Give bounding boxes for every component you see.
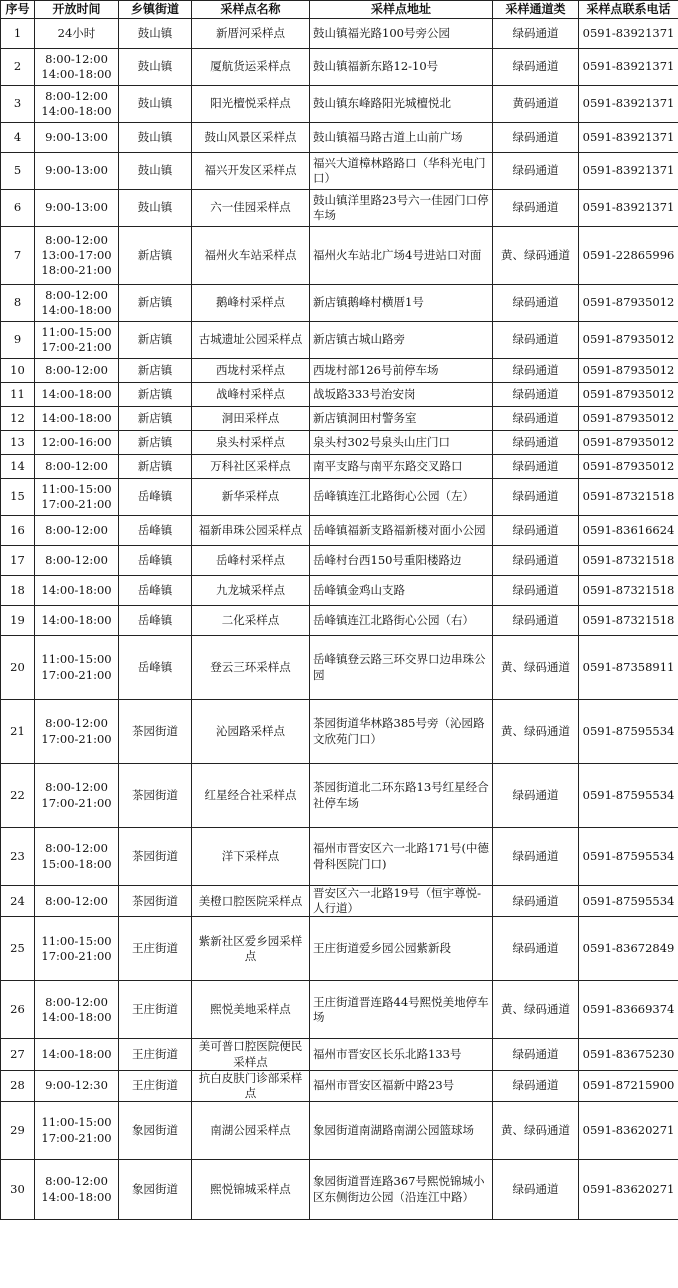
channel-type-cell: 绿码通道 (493, 383, 579, 407)
site-address-cell: 茶园街道北二环东路13号红星经合社停车场 (310, 764, 493, 828)
site-name-cell: 阳光檀悦采样点 (192, 86, 310, 123)
opening-time-cell: 11:00-15:00 17:00-21:00 (35, 322, 119, 359)
contact-phone-cell: 0591-87935012 (579, 431, 678, 455)
opening-time-cell: 24小时 (35, 19, 119, 49)
row-number-cell: 22 (1, 764, 35, 828)
table-row (1, 407, 678, 431)
site-name-cell: 万科社区采样点 (192, 455, 310, 479)
contact-phone-cell: 0591-87358911 (579, 636, 678, 700)
row-number-cell: 5 (1, 153, 35, 190)
header-channel: 采样通道类 (493, 1, 579, 19)
contact-phone-cell: 0591-83921371 (579, 19, 678, 49)
contact-phone-cell: 0591-87595534 (579, 764, 678, 828)
site-name-cell: 紫新社区爱乡园采样点 (192, 917, 310, 981)
row-number-cell: 11 (1, 383, 35, 407)
row-number-cell: 12 (1, 407, 35, 431)
table-row (1, 886, 678, 917)
site-name-cell: 鹅峰村采样点 (192, 285, 310, 322)
table-row (1, 190, 678, 227)
town-street-cell: 岳峰镇 (119, 606, 192, 636)
row-number-cell: 27 (1, 1039, 35, 1070)
channel-type-cell: 绿码通道 (493, 431, 579, 455)
contact-phone-cell: 0591-87321518 (579, 606, 678, 636)
site-address-cell: 新店镇洞田村警务室 (310, 407, 493, 431)
site-address-cell: 鼓山镇洋里路23号六一佳园门口停车场 (310, 190, 493, 227)
table-row (1, 828, 678, 886)
site-address-cell: 岳峰镇连江北路街心公园（左） (310, 479, 493, 516)
town-street-cell: 茶园街道 (119, 700, 192, 764)
row-number-cell: 6 (1, 190, 35, 227)
channel-type-cell: 绿码通道 (493, 19, 579, 49)
contact-phone-cell: 0591-87935012 (579, 383, 678, 407)
town-street-cell: 新店镇 (119, 322, 192, 359)
opening-time-cell: 11:00-15:00 17:00-21:00 (35, 1102, 119, 1160)
row-number-cell: 24 (1, 886, 35, 917)
town-street-cell: 新店镇 (119, 227, 192, 285)
town-street-cell: 新店镇 (119, 285, 192, 322)
opening-time-cell: 9:00-13:00 (35, 153, 119, 190)
opening-time-cell: 8:00-12:00 (35, 359, 119, 383)
site-name-cell: 福新串珠公园采样点 (192, 516, 310, 546)
site-name-cell: 洞田采样点 (192, 407, 310, 431)
contact-phone-cell: 0591-83620271 (579, 1102, 678, 1160)
site-name-cell: 古城遗址公园采样点 (192, 322, 310, 359)
table-row (1, 227, 678, 285)
channel-type-cell: 绿码通道 (493, 479, 579, 516)
channel-type-cell: 绿码通道 (493, 1039, 579, 1070)
contact-phone-cell: 0591-87215900 (579, 1070, 678, 1101)
channel-type-cell: 黄、绿码通道 (493, 1102, 579, 1160)
row-number-cell: 14 (1, 455, 35, 479)
contact-phone-cell: 0591-83921371 (579, 153, 678, 190)
opening-time-cell: 8:00-12:00 (35, 455, 119, 479)
row-number-cell: 2 (1, 49, 35, 86)
channel-type-cell: 绿码通道 (493, 49, 579, 86)
site-address-cell: 王庄街道晋连路44号熙悦美地停车场 (310, 981, 493, 1039)
row-number-cell: 28 (1, 1070, 35, 1101)
site-name-cell: 熙悦锦城采样点 (192, 1160, 310, 1220)
site-address-cell: 南平支路与南平东路交叉路口 (310, 455, 493, 479)
row-number-cell: 13 (1, 431, 35, 455)
opening-time-cell: 8:00-12:00 17:00-21:00 (35, 700, 119, 764)
site-address-cell: 王庄街道爱乡园公园紫新段 (310, 917, 493, 981)
contact-phone-cell: 0591-87321518 (579, 546, 678, 576)
town-street-cell: 新店镇 (119, 455, 192, 479)
site-name-cell: 九龙城采样点 (192, 576, 310, 606)
table-row (1, 546, 678, 576)
site-name-cell: 福州火车站采样点 (192, 227, 310, 285)
channel-type-cell: 黄、绿码通道 (493, 227, 579, 285)
channel-type-cell: 绿码通道 (493, 828, 579, 886)
site-name-cell: 福兴开发区采样点 (192, 153, 310, 190)
town-street-cell: 茶园街道 (119, 828, 192, 886)
table-row (1, 606, 678, 636)
row-number-cell: 29 (1, 1102, 35, 1160)
site-address-cell: 晋安区六一北路19号（恒宇尊悦-人行道） (310, 886, 493, 917)
channel-type-cell: 黄码通道 (493, 86, 579, 123)
town-street-cell: 新店镇 (119, 407, 192, 431)
opening-time-cell: 8:00-12:00 14:00-18:00 (35, 86, 119, 123)
table-row (1, 123, 678, 153)
contact-phone-cell: 0591-87935012 (579, 407, 678, 431)
site-address-cell: 鼓山镇福新东路12-10号 (310, 49, 493, 86)
site-name-cell: 抗白皮肤门诊部采样点 (192, 1070, 310, 1101)
site-name-cell: 泉头村采样点 (192, 431, 310, 455)
header-town: 乡镇街道 (119, 1, 192, 19)
town-street-cell: 鼓山镇 (119, 123, 192, 153)
site-address-cell: 西垅村部126号前停车场 (310, 359, 493, 383)
row-number-cell: 18 (1, 576, 35, 606)
opening-time-cell: 8:00-12:00 14:00-18:00 (35, 981, 119, 1039)
table-row (1, 285, 678, 322)
site-name-cell: 战峰村采样点 (192, 383, 310, 407)
opening-time-cell: 8:00-12:00 (35, 886, 119, 917)
row-number-cell: 16 (1, 516, 35, 546)
site-address-cell: 茶园街道华林路385号旁（沁园路文欣苑门口） (310, 700, 493, 764)
site-name-cell: 沁园路采样点 (192, 700, 310, 764)
contact-phone-cell: 0591-83672849 (579, 917, 678, 981)
contact-phone-cell: 0591-87321518 (579, 479, 678, 516)
channel-type-cell: 绿码通道 (493, 359, 579, 383)
table-row (1, 1039, 678, 1070)
site-address-cell: 福州火车站北广场4号进站口对面 (310, 227, 493, 285)
row-number-cell: 9 (1, 322, 35, 359)
row-number-cell: 19 (1, 606, 35, 636)
contact-phone-cell: 0591-87595534 (579, 828, 678, 886)
channel-type-cell: 绿码通道 (493, 322, 579, 359)
town-street-cell: 茶园街道 (119, 764, 192, 828)
opening-time-cell: 8:00-12:00 15:00-18:00 (35, 828, 119, 886)
table-row (1, 764, 678, 828)
contact-phone-cell: 0591-87321518 (579, 576, 678, 606)
contact-phone-cell: 0591-87935012 (579, 322, 678, 359)
channel-type-cell: 绿码通道 (493, 516, 579, 546)
town-street-cell: 象园街道 (119, 1102, 192, 1160)
table-row (1, 576, 678, 606)
opening-time-cell: 8:00-12:00 13:00-17:00 18:00-21:00 (35, 227, 119, 285)
table-row (1, 431, 678, 455)
row-number-cell: 20 (1, 636, 35, 700)
opening-time-cell: 11:00-15:00 17:00-21:00 (35, 479, 119, 516)
channel-type-cell: 绿码通道 (493, 917, 579, 981)
table-row (1, 19, 678, 49)
table-row (1, 516, 678, 546)
town-street-cell: 岳峰镇 (119, 576, 192, 606)
header-row (1, 1, 678, 19)
town-street-cell: 鼓山镇 (119, 19, 192, 49)
opening-time-cell: 9:00-13:00 (35, 123, 119, 153)
row-number-cell: 30 (1, 1160, 35, 1220)
contact-phone-cell: 0591-87595534 (579, 700, 678, 764)
site-address-cell: 泉头村302号泉头山庄门口 (310, 431, 493, 455)
site-name-cell: 新厝河采样点 (192, 19, 310, 49)
channel-type-cell: 绿码通道 (493, 190, 579, 227)
site-name-cell: 登云三环采样点 (192, 636, 310, 700)
row-number-cell: 1 (1, 19, 35, 49)
town-street-cell: 鼓山镇 (119, 153, 192, 190)
table-row (1, 322, 678, 359)
opening-time-cell: 11:00-15:00 17:00-21:00 (35, 636, 119, 700)
channel-type-cell: 绿码通道 (493, 606, 579, 636)
opening-time-cell: 9:00-13:00 (35, 190, 119, 227)
channel-type-cell: 绿码通道 (493, 1160, 579, 1220)
site-name-cell: 西垅村采样点 (192, 359, 310, 383)
site-address-cell: 新店镇鹅峰村横厝1号 (310, 285, 493, 322)
site-address-cell: 鼓山镇东峰路阳光城檀悦北 (310, 86, 493, 123)
contact-phone-cell: 0591-83669374 (579, 981, 678, 1039)
contact-phone-cell: 0591-83921371 (579, 123, 678, 153)
town-street-cell: 象园街道 (119, 1160, 192, 1220)
row-number-cell: 25 (1, 917, 35, 981)
opening-time-cell: 8:00-12:00 14:00-18:00 (35, 1160, 119, 1220)
table-row (1, 479, 678, 516)
opening-time-cell: 14:00-18:00 (35, 576, 119, 606)
site-address-cell: 岳峰镇金鸡山支路 (310, 576, 493, 606)
site-name-cell: 鼓山风景区采样点 (192, 123, 310, 153)
site-name-cell: 洋下采样点 (192, 828, 310, 886)
table-row (1, 1070, 678, 1101)
table-row (1, 981, 678, 1039)
town-street-cell: 鼓山镇 (119, 86, 192, 123)
channel-type-cell: 绿码通道 (493, 764, 579, 828)
channel-type-cell: 黄、绿码通道 (493, 981, 579, 1039)
contact-phone-cell: 0591-83921371 (579, 86, 678, 123)
site-name-cell: 熙悦美地采样点 (192, 981, 310, 1039)
town-street-cell: 新店镇 (119, 359, 192, 383)
town-street-cell: 鼓山镇 (119, 190, 192, 227)
site-name-cell: 六一佳园采样点 (192, 190, 310, 227)
site-name-cell: 美可普口腔医院便民采样点 (192, 1039, 310, 1070)
town-street-cell: 岳峰镇 (119, 636, 192, 700)
header-name: 采样点名称 (192, 1, 310, 19)
site-address-cell: 鼓山镇福马路古道上山前广场 (310, 123, 493, 153)
header-no: 序号 (1, 1, 35, 19)
town-street-cell: 新店镇 (119, 431, 192, 455)
town-street-cell: 王庄街道 (119, 981, 192, 1039)
contact-phone-cell: 0591-87935012 (579, 359, 678, 383)
site-address-cell: 岳峰镇福新支路福新楼对面小公园 (310, 516, 493, 546)
town-street-cell: 岳峰镇 (119, 479, 192, 516)
row-number-cell: 15 (1, 479, 35, 516)
opening-time-cell: 9:00-12:30 (35, 1070, 119, 1101)
site-address-cell: 福州市晋安区六一北路171号(中德骨科医院门口) (310, 828, 493, 886)
site-address-cell: 象园街道南湖路南湖公园篮球场 (310, 1102, 493, 1160)
opening-time-cell: 8:00-12:00 14:00-18:00 (35, 285, 119, 322)
site-address-cell: 岳峰镇登云路三环交界口边串珠公园 (310, 636, 493, 700)
opening-time-cell: 14:00-18:00 (35, 1039, 119, 1070)
channel-type-cell: 绿码通道 (493, 886, 579, 917)
table-row (1, 636, 678, 700)
town-street-cell: 王庄街道 (119, 1070, 192, 1101)
channel-type-cell: 绿码通道 (493, 285, 579, 322)
table-row (1, 86, 678, 123)
table-row (1, 359, 678, 383)
row-number-cell: 17 (1, 546, 35, 576)
table-row (1, 1160, 678, 1220)
town-street-cell: 新店镇 (119, 383, 192, 407)
table-row (1, 49, 678, 86)
site-address-cell: 鼓山镇福光路100号旁公园 (310, 19, 493, 49)
header-address: 采样点地址 (310, 1, 493, 19)
contact-phone-cell: 0591-83616624 (579, 516, 678, 546)
opening-time-cell: 14:00-18:00 (35, 383, 119, 407)
contact-phone-cell: 0591-87935012 (579, 285, 678, 322)
site-name-cell: 美橙口腔医院采样点 (192, 886, 310, 917)
site-name-cell: 岳峰村采样点 (192, 546, 310, 576)
row-number-cell: 26 (1, 981, 35, 1039)
contact-phone-cell: 0591-83921371 (579, 49, 678, 86)
site-address-cell: 战坂路333号治安岗 (310, 383, 493, 407)
contact-phone-cell: 0591-87595534 (579, 886, 678, 917)
channel-type-cell: 绿码通道 (493, 123, 579, 153)
row-number-cell: 7 (1, 227, 35, 285)
row-number-cell: 10 (1, 359, 35, 383)
site-address-cell: 福兴大道樟林路路口（华科光电门口） (310, 153, 493, 190)
row-number-cell: 21 (1, 700, 35, 764)
town-street-cell: 鼓山镇 (119, 49, 192, 86)
contact-phone-cell: 0591-87935012 (579, 455, 678, 479)
channel-type-cell: 绿码通道 (493, 153, 579, 190)
channel-type-cell: 黄、绿码通道 (493, 636, 579, 700)
opening-time-cell: 14:00-18:00 (35, 407, 119, 431)
table-row (1, 153, 678, 190)
contact-phone-cell: 0591-22865996 (579, 227, 678, 285)
town-street-cell: 岳峰镇 (119, 546, 192, 576)
site-address-cell: 福州市晋安区福新中路23号 (310, 1070, 493, 1101)
channel-type-cell: 绿码通道 (493, 1070, 579, 1101)
opening-time-cell: 11:00-15:00 17:00-21:00 (35, 917, 119, 981)
town-street-cell: 王庄街道 (119, 917, 192, 981)
site-name-cell: 新华采样点 (192, 479, 310, 516)
contact-phone-cell: 0591-83921371 (579, 190, 678, 227)
site-name-cell: 南湖公园采样点 (192, 1102, 310, 1160)
site-address-cell: 福州市晋安区长乐北路133号 (310, 1039, 493, 1070)
row-number-cell: 23 (1, 828, 35, 886)
row-number-cell: 4 (1, 123, 35, 153)
opening-time-cell: 14:00-18:00 (35, 606, 119, 636)
town-street-cell: 王庄街道 (119, 1039, 192, 1070)
table-row (1, 383, 678, 407)
town-street-cell: 茶园街道 (119, 886, 192, 917)
header-time: 开放时间 (35, 1, 119, 19)
site-address-cell: 岳峰镇连江北路街心公园（右） (310, 606, 493, 636)
site-address-cell: 象园街道晋连路367号熙悦锦城小区东侧街边公园（沿连江中路） (310, 1160, 493, 1220)
site-name-cell: 厦航货运采样点 (192, 49, 310, 86)
opening-time-cell: 8:00-12:00 14:00-18:00 (35, 49, 119, 86)
opening-time-cell: 8:00-12:00 (35, 546, 119, 576)
channel-type-cell: 绿码通道 (493, 546, 579, 576)
contact-phone-cell: 0591-83675230 (579, 1039, 678, 1070)
opening-time-cell: 8:00-12:00 17:00-21:00 (35, 764, 119, 828)
contact-phone-cell: 0591-83620271 (579, 1160, 678, 1220)
town-street-cell: 岳峰镇 (119, 516, 192, 546)
opening-time-cell: 12:00-16:00 (35, 431, 119, 455)
header-phone: 采样点联系电话 (579, 1, 678, 19)
channel-type-cell: 绿码通道 (493, 576, 579, 606)
table-row (1, 455, 678, 479)
row-number-cell: 3 (1, 86, 35, 123)
table-row (1, 1102, 678, 1160)
channel-type-cell: 绿码通道 (493, 455, 579, 479)
site-address-cell: 新店镇古城山路旁 (310, 322, 493, 359)
site-name-cell: 二化采样点 (192, 606, 310, 636)
opening-time-cell: 8:00-12:00 (35, 516, 119, 546)
channel-type-cell: 绿码通道 (493, 407, 579, 431)
site-address-cell: 岳峰村台西150号重阳楼路边 (310, 546, 493, 576)
site-name-cell: 红星经合社采样点 (192, 764, 310, 828)
table-row (1, 917, 678, 981)
channel-type-cell: 黄、绿码通道 (493, 700, 579, 764)
table-row (1, 700, 678, 764)
row-number-cell: 8 (1, 285, 35, 322)
